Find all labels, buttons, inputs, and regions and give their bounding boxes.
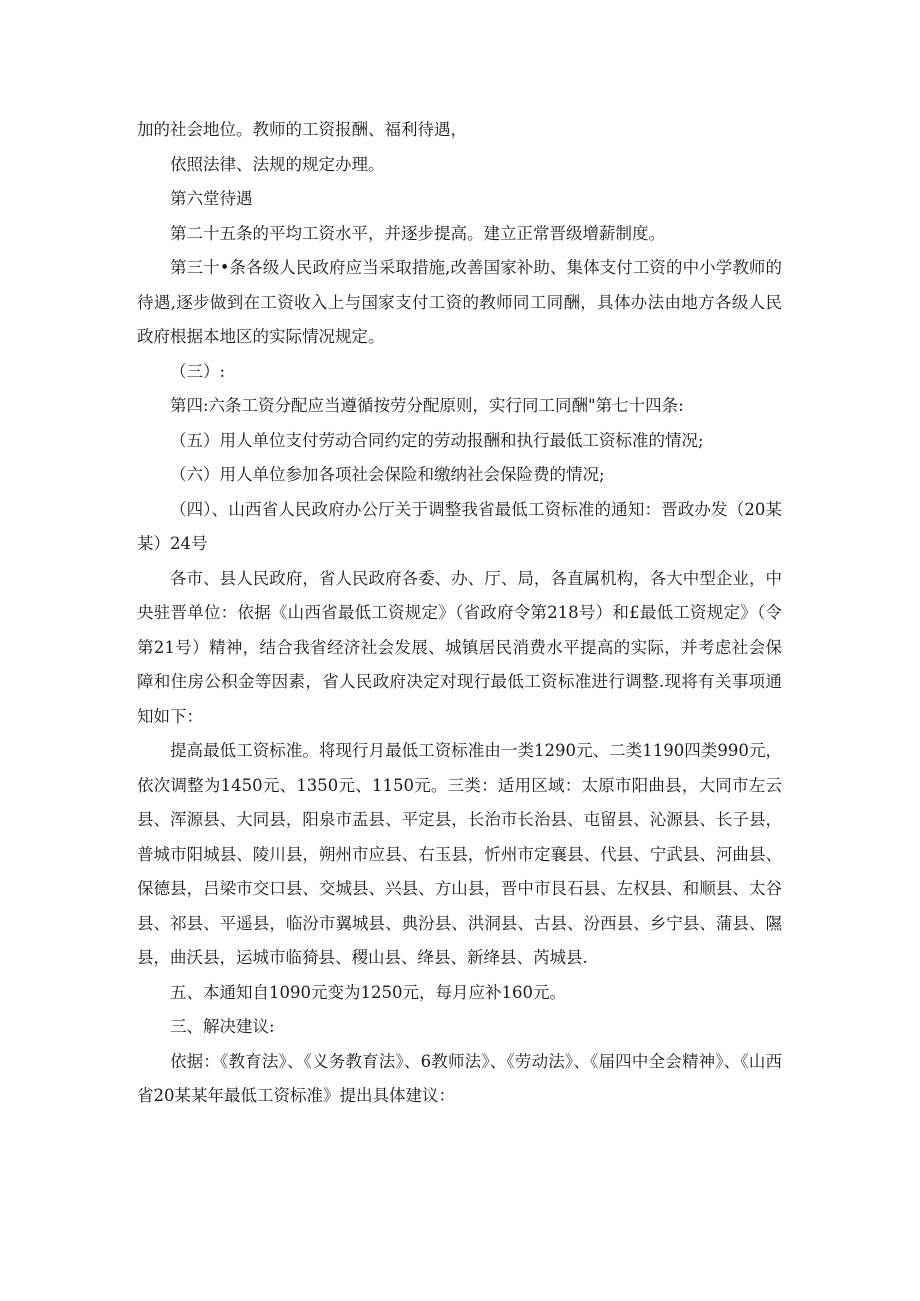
paragraph-4: 第二十五条的平均工资水平，并逐步提高。建立正常晋级增薪制度。 xyxy=(170,223,665,243)
document-page xyxy=(137,113,782,1114)
paragraph-14: 三、解决建议: xyxy=(170,1017,275,1036)
section-heading: 第六堂待遇 xyxy=(170,189,253,208)
paragraph-12: 提高最低工资标准。将现行月最低工资标准由一类1290元、二类1190四类990元，依次调整为1450元、1350元、1150元。三类：适用区域：太原市阳曲县，大同市左云县、浑源县、大同县，阳泉市盂县、平定县，长治市长治县、屯留县、沁源县、长子县，普城市阳城县、陵川县，朔州市应县、右玉县，忻州市定襄县、代县、宁武县、河曲县、保德县，吕梁市交口县、交城县、兴县、方山县，晋中市艮石县、左权县、和顺县、太谷县、祁县、平遥县，临汾市翼城县、典汾县、洪洞县、古县、汾西县、乡宁县、蒲县、隰县，曲沃县，运城市临猗县、稷山县、绛县、新绛县、芮城县. xyxy=(137,741,782,967)
paragraph-9: （六）用人单位参加各项社会保险和缴纳社会保险费的情况; xyxy=(170,465,605,484)
paragraph-13: 五、本通知自1090元变为1250元，每月应补160元。 xyxy=(170,982,566,1002)
paragraph-10: （四）、山西省人民政府办公厅关于调整我省最低工资标准的通知：晋政办发（20某某）24号 xyxy=(137,499,782,553)
paragraph-2: 依照法律、法规的规定办理。 xyxy=(170,154,385,174)
paragraph-7: 第四:六条工资分配应当遵循按劳分配原则，实行同工同酬"第七十四条: xyxy=(170,396,684,415)
paragraph-5: 第三十•条各级人民政府应当采取措施,改善国家补助、集体支付工资的中小学教师的待遇,逐步做到在工资收入上与国家支付工资的教师同工同酬，具体办法由地方各级人民政府根据本地区的实际情况规定。 xyxy=(137,258,782,346)
paragraph-15: 依据：《教育法》、《义务教育法》、6教师法》、《劳动法》、《届四中全会精神》、《山西省20某某年最低工资标准》提出具体建议： xyxy=(137,1051,782,1105)
paragraph-8: （五）用人单位支付劳动合同约定的劳动报酬和执行最低工资标准的情况; xyxy=(170,430,704,450)
paragraph-1: 加的社会地位。教师的工资报酬、福利待遇， xyxy=(137,120,467,139)
paragraph-11: 各市、县人民政府，省人民政府各委、办、厅、局，各直属机构，各大中型企业，中央驻晋单位：依据《山西省最低工资规定》（省政府令第218号）和£最低工资规定》（令第21号）精神，结合我省经济社会发展、城镇居民消费水平提高的实际，并考虑社会保障和住房公积金等因素，省人民政府决定对现行最低工资标准进行调整.现将有关事项通知如下： xyxy=(137,568,782,726)
paragraph-6: （三）: xyxy=(170,361,226,381)
